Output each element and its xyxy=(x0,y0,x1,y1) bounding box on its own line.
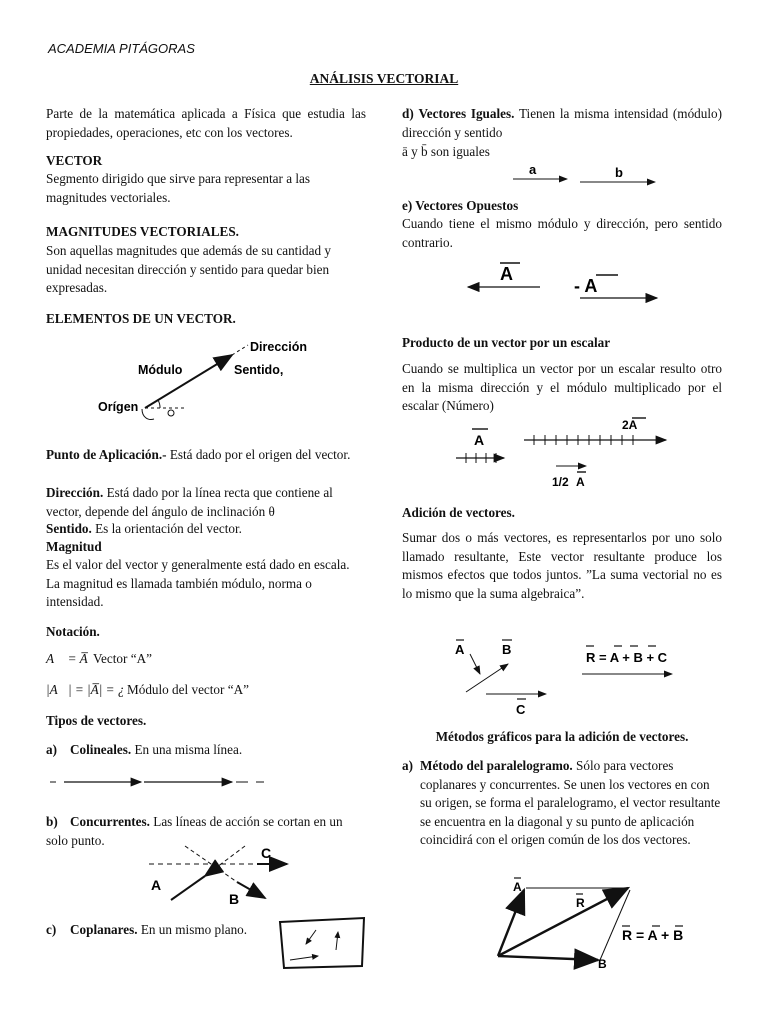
elements-heading: ELEMENTOS DE UN VECTOR. xyxy=(46,311,236,326)
addition-b-label: B xyxy=(502,642,512,657)
type-a-heading: Colineales. xyxy=(70,742,132,757)
vector-heading: VECTOR xyxy=(46,153,103,168)
parallelogram-heading: Método del paralelogramo. xyxy=(420,758,573,773)
equal-vectors-figure xyxy=(505,160,665,186)
parallelogram-text xyxy=(420,757,722,850)
direction-heading: Dirección. xyxy=(46,485,104,500)
addition-equation: R = A + B + C xyxy=(586,650,668,665)
origin-label: Orígen xyxy=(98,400,139,414)
type-d-label: d) xyxy=(402,106,414,121)
scalar-half-a-label: A xyxy=(576,475,585,489)
scalar-product-figure xyxy=(452,414,672,492)
concurrent-a-label: A xyxy=(151,877,162,893)
sense-heading: Sentido. xyxy=(46,521,92,536)
page-title: ANÁLISIS VECTORIAL xyxy=(309,71,459,86)
parallelogram-definition: Sólo para vectores coplanares y concurrentes. Se unen los vectores en con su origen, se forma el paralelogramo, el vector resultante se encuentra en la diagonal y su punto de aplicación coincidirá con el origen común de los dos vectores. xyxy=(420,758,721,847)
opposite-neg-a-label: - A xyxy=(574,276,598,296)
scalar-product-heading: Producto de un vector por un escalar xyxy=(402,335,611,350)
scalar-a-label: A xyxy=(474,432,485,448)
opposite-heading: e) Vectores Opuestos xyxy=(402,198,519,213)
concurrent-c-label: C xyxy=(261,845,272,861)
notation-formula-module: |A⃗| = |A̅| = ¿ xyxy=(46,682,125,697)
type-c-heading: Coplanares. xyxy=(70,922,138,937)
equal-vectors-note: ā y b̄ son iguales xyxy=(402,144,490,159)
magnitudes-definition: Son aquellas magnitudes que además de su cantidad y unidad necesitan dirección y sentido para quedar bien expresadas. xyxy=(46,243,331,295)
parallelogram-equation: R = A + B xyxy=(622,927,684,943)
opposite-a-label: A xyxy=(500,264,513,284)
scalar-2a-label: 2A xyxy=(622,418,638,432)
collinear-figure xyxy=(46,774,266,790)
parallelogram-b-label: B xyxy=(598,957,607,971)
equal-b-label: b xyxy=(615,165,623,180)
type-b-heading: Concurrentes. xyxy=(70,814,150,829)
parallelogram-figure xyxy=(490,876,700,972)
application-point-text xyxy=(46,446,366,465)
concurrent-figure xyxy=(145,838,295,906)
addition-figure xyxy=(448,636,678,722)
scalar-product-text: Cuando se multiplica un vector por un escalar resulto otro en la misma dirección y el módulo multiplicado por el escalar (Número) xyxy=(402,361,722,413)
sense-definition: Es la orientación del vector. xyxy=(95,521,242,536)
notation-heading: Notación. xyxy=(46,624,100,639)
type-c-text: En un mismo plano. xyxy=(140,922,248,937)
vector-definition: Segmento dirigido que sirve para representar a las magnitudes vectoriales. xyxy=(46,171,311,205)
parallelogram-r-label: R xyxy=(576,896,585,910)
opposite-vectors-figure xyxy=(462,258,662,308)
application-point-definition: Está dado por el origen del vector. xyxy=(169,447,351,462)
magnitudes-heading: MAGNITUDES VECTORIALES. xyxy=(46,224,239,239)
type-d-heading: Vectores Iguales. xyxy=(418,106,515,121)
coplanar-figure xyxy=(278,916,368,970)
sense-label: Sentido, xyxy=(234,363,284,377)
direction-label: Dirección xyxy=(250,340,307,354)
type-a-text: En una misma línea. xyxy=(134,742,243,757)
graphic-methods-heading: Métodos gráficos para la adición de vectores. xyxy=(435,729,689,744)
type-a-label: a) xyxy=(46,742,57,757)
type-b-text: Las líneas de acción se cortan en un solo punto. xyxy=(46,814,343,848)
notation-formula-vector: A⃗ = A̅ xyxy=(46,651,88,666)
academy-header: ACADEMIA PITÁGORAS xyxy=(48,41,195,56)
direction-text xyxy=(46,484,366,521)
opposite-text: Cuando tiene el mismo módulo y dirección, pero sentido contrario. xyxy=(402,216,722,250)
addition-text: Sumar dos o más vectores, es representarlos por uno solo llamado resultante, Este vector resultante produce los mismos efectos que todos juntos. ”La suma vectorial no es lo mismo que la suma algebraica”. xyxy=(402,530,722,601)
notation-text-module: Módulo del vector “A” xyxy=(127,682,249,697)
addition-a-label: A xyxy=(455,642,465,657)
addition-heading: Adición de vectores. xyxy=(402,505,515,520)
addition-c-label: C xyxy=(516,702,526,717)
type-d-text: Tienen la misma intensidad (módulo) dirección y sentido xyxy=(402,106,722,140)
equal-vectors-text xyxy=(402,105,722,142)
intro-paragraph: Parte de la matemática aplicada a Física que estudia las propiedades, operaciones, etc con los vectores. xyxy=(46,106,366,140)
magnitude-definition: Es el valor del vector y generalmente está dado en escala. La magnitud es llamada también módulo, norma o intensidad. xyxy=(46,557,350,609)
magnitude-heading: Magnitud xyxy=(46,539,102,554)
notation-text-vector: Vector “A” xyxy=(93,651,152,666)
concurrent-b-label: B xyxy=(229,891,240,906)
type-c-item xyxy=(46,921,247,940)
vector-elements-figure xyxy=(90,335,350,425)
scalar-half-label: 1/2 xyxy=(552,475,569,489)
module-label: Módulo xyxy=(138,363,183,377)
type-b-label: b) xyxy=(46,814,58,829)
type-c-label: c) xyxy=(46,922,57,937)
equal-a-label: a xyxy=(529,162,537,177)
types-heading: Tipos de vectores. xyxy=(46,713,147,728)
parallelogram-label-text: a) xyxy=(402,758,413,773)
type-a-item xyxy=(46,741,242,760)
sense-text xyxy=(46,520,366,539)
parallelogram-a-label: A xyxy=(513,880,522,894)
direction-definition: Está dado por la línea recta que contiene al vector, depende del ángulo de inclinación θ xyxy=(46,485,333,519)
application-point-heading: Punto de Aplicación.- xyxy=(46,447,167,462)
